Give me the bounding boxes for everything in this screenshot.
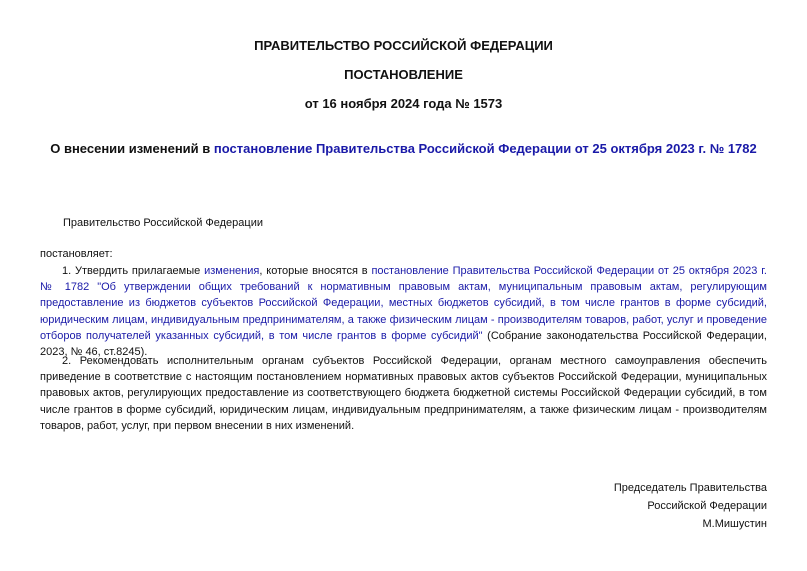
changes-link[interactable]: изменения: [204, 265, 260, 277]
decrees-text: постановляет:: [40, 248, 113, 260]
government-heading: ПРАВИТЕЛЬСТВО РОССИЙСКОЙ ФЕДЕРАЦИИ: [254, 38, 553, 53]
signatory-name: М.Мишустин: [702, 518, 767, 530]
document-title: [45, 140, 762, 157]
date-number-heading: от 16 ноября 2024 года № 1573: [304, 96, 503, 111]
paragraph-2: 2. Рекомендовать исполнительным органам субъектов Российской Федерации, органам местного самоуправления обеспечить приведение в соответствие с настоящим постановлением нормативных правовых актов субъектов Российской Федерации, муниципальных правовых актов, регулирующих предоставление из соответствующего бюджета бюджетной системы Российской Федерации субсидий, в том числе грантов в форме субсидий, юридическим лицам, индивидуальным предпринимателям, а также физическим лицам - производителям товаров, работ, услуг, при первом внесении в них изменений.: [40, 355, 767, 432]
paragraph-1-lead: 1. Утвердить прилагаемые: [62, 265, 205, 277]
paragraph-1-citation: (Собрание законодательства Российской Федерации, 2023, № 46, ст.8245).: [40, 329, 767, 359]
title-prefix: О внесении изменений в: [50, 141, 214, 156]
signatory-title-line-2: Российской Федерации: [647, 500, 767, 512]
document-type-heading: ПОСТАНОВЛЕНИЕ: [344, 67, 463, 82]
paragraph-1: [40, 263, 767, 360]
issuer-text: Правительство Российской Федерации: [63, 217, 263, 229]
decree-1782-link[interactable]: постановление Правительства Российской Федерации от 25 октября 2023 г. № 1782 "Об утверждении общих требований к нормативным правовым актам, муниципальным правовым актам, регулирующим предоставление из бюджетов субъектов Российской Федерации, местных бюджетов субсидий, в том числе грантов в форме субсидий, юридическим лицам, индивидуальным предпринимателям, а также физическим лицам - производителям товаров, работ, услуг и проведение отборов получателей указанных субсидий, в том числе грантов в форме субсидий": [40, 265, 767, 342]
signature-block: [614, 479, 767, 533]
paragraph-1-middle: , которые вносятся в: [259, 265, 372, 277]
title-decree-link[interactable]: постановление Правительства Российской Федерации от 25 октября 2023 г. № 1782: [213, 141, 757, 156]
signatory-title-line-1: Председатель Правительства: [613, 482, 767, 494]
